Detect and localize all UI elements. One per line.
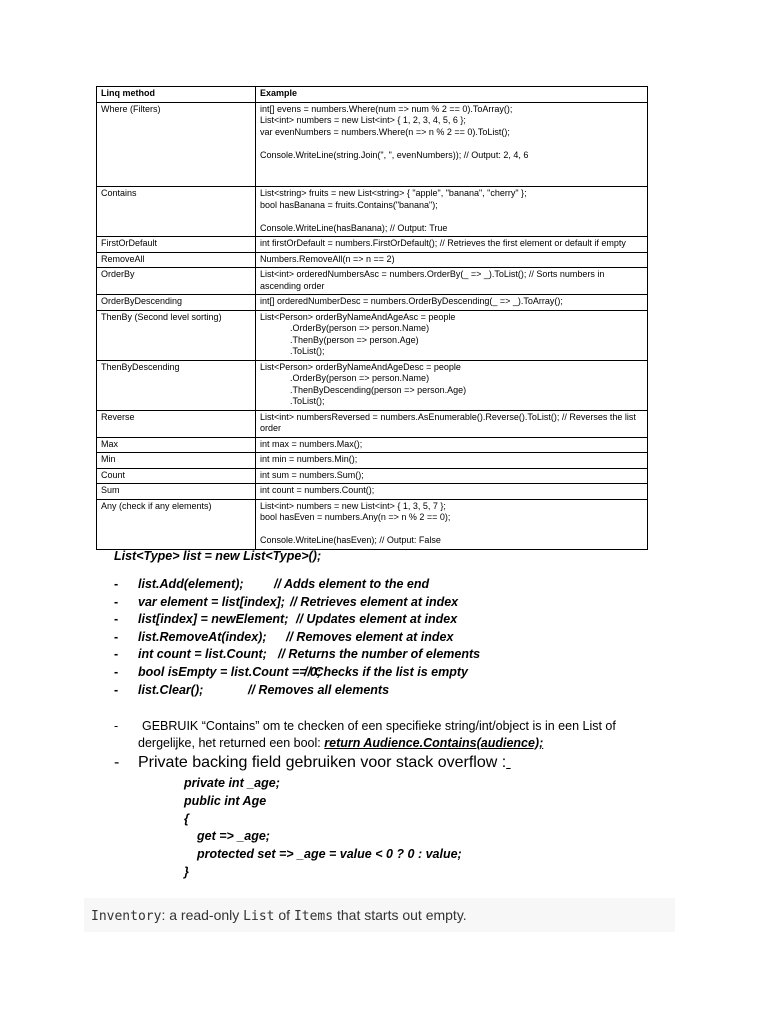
table-row bbox=[97, 499, 648, 549]
column-header-example: Example bbox=[256, 87, 648, 103]
example-cell bbox=[256, 484, 648, 500]
backing-text: Private backing field gebruiken voor stack overflow : bbox=[138, 754, 507, 771]
op-code: list.Clear(); bbox=[138, 682, 204, 697]
method-cell: Max bbox=[97, 437, 256, 453]
op-comment: // Removes all elements bbox=[248, 682, 390, 697]
table-row bbox=[97, 468, 648, 484]
method-cell: Min bbox=[97, 453, 256, 469]
note-text: GEBRUIK “Contains” om te checken of een specifieke string/int/object is in een List of dergelijke, het returned een bool: bbox=[138, 719, 616, 750]
example-line: .OrderBy(person => person.Name) bbox=[290, 373, 430, 383]
example-cell bbox=[256, 252, 648, 268]
method-cell: FirstOrDefault bbox=[97, 237, 256, 253]
example-line: Console.WriteLine(string.Join(", ", evenNumbers)); // Output: 2, 4, 6 bbox=[260, 149, 529, 160]
example-cell bbox=[256, 360, 648, 410]
list-word: List bbox=[243, 909, 275, 924]
method-cell: Reverse bbox=[97, 410, 256, 437]
example-line: int[] orderedNumberDesc = numbers.OrderByDescending(_ => _).ToArray(); bbox=[260, 296, 563, 306]
method-cell: RemoveAll bbox=[97, 252, 256, 268]
inventory-description bbox=[84, 898, 675, 932]
list-item bbox=[114, 576, 674, 594]
op-code: var element = list[index]; bbox=[138, 594, 285, 609]
example-cell bbox=[256, 268, 648, 295]
inventory-text-2: of bbox=[274, 907, 294, 923]
bullet-dash: - bbox=[114, 577, 119, 591]
op-comment: // Checks if the list is empty bbox=[304, 664, 468, 679]
op-code: list[index] = newElement; bbox=[138, 612, 289, 627]
code-line: } bbox=[184, 864, 189, 879]
table-row bbox=[97, 268, 648, 295]
example-line: List<int> orderedNumbersAsc = numbers.OrderBy(_ => _).ToList(); // Sorts numbers in ascending order bbox=[260, 269, 607, 291]
example-line: .OrderBy(person => person.Name) bbox=[290, 323, 430, 333]
backing-field-code bbox=[184, 775, 462, 882]
example-line: List<int> numbersReversed = numbers.AsEnumerable().Reverse().ToList(); // Reverses the list order bbox=[260, 411, 639, 433]
example-line: int firstOrDefault = numbers.FirstOrDefault(); // Retrieves the first element or default if empty bbox=[260, 238, 626, 248]
example-cell bbox=[256, 468, 648, 484]
example-line: bool hasBanana = fruits.Contains("banana"); bbox=[260, 199, 438, 210]
example-line: int sum = numbers.Sum(); bbox=[260, 469, 364, 480]
code-line: public int Age bbox=[184, 793, 267, 808]
note-paragraph bbox=[138, 718, 654, 752]
example-line: .ThenByDescending(person => person.Age) bbox=[290, 384, 467, 395]
op-code: list.Add(element); bbox=[138, 577, 244, 591]
example-line bbox=[260, 161, 643, 173]
example-line: .ThenBy(person => person.Age) bbox=[290, 334, 419, 345]
example-line: List<Person> orderByNameAndAgeAsc = people bbox=[260, 311, 456, 322]
bullet-dash: - bbox=[114, 682, 119, 697]
bullet-dash: - bbox=[114, 647, 119, 662]
table-header-row bbox=[97, 87, 648, 103]
code-line: { bbox=[184, 811, 189, 826]
method-cell: Where (Filters) bbox=[97, 102, 256, 187]
inventory-text-3: that starts out empty. bbox=[333, 907, 467, 923]
contains-note bbox=[114, 718, 654, 752]
example-cell bbox=[256, 187, 648, 237]
op-comment: // Retrieves element at index bbox=[290, 594, 459, 609]
method-cell: Sum bbox=[97, 484, 256, 500]
column-header-method: Linq method bbox=[97, 87, 256, 103]
op-comment: // Returns the number of elements bbox=[278, 647, 481, 662]
table-row bbox=[97, 453, 648, 469]
op-comment: // Adds element to the end bbox=[274, 577, 430, 591]
note-code: return Audience.Contains(audience); bbox=[324, 736, 544, 750]
list-item bbox=[114, 594, 674, 612]
example-cell bbox=[256, 453, 648, 469]
inventory-term: Inventory bbox=[91, 909, 162, 924]
example-line: Console.WriteLine(hasBanana); // Output: True bbox=[260, 222, 448, 233]
items-word: Items bbox=[293, 909, 334, 924]
example-line: List<string> fruits = new List<string> { "apple", "banana", "cherry" }; bbox=[260, 188, 527, 198]
bullet-dash: - bbox=[114, 664, 119, 679]
bullet-dash: - bbox=[114, 612, 119, 627]
example-line bbox=[260, 524, 643, 536]
list-item bbox=[114, 682, 674, 700]
inventory-text-1: : a read-only bbox=[161, 907, 244, 923]
backing-field-heading bbox=[114, 753, 511, 773]
method-cell: Any (check if any elements) bbox=[97, 499, 256, 549]
example-line: int count = numbers.Count(); bbox=[260, 485, 375, 495]
example-line: Numbers.RemoveAll(n => n == 2) bbox=[260, 253, 395, 264]
method-cell: ThenByDescending bbox=[97, 360, 256, 410]
table-row bbox=[97, 252, 648, 268]
code-line: private int _age; bbox=[184, 776, 280, 790]
example-line: int min = numbers.Min(); bbox=[260, 454, 358, 464]
example-line: var evenNumbers = numbers.Where(n => n % 2 == 0).ToList(); bbox=[260, 126, 510, 137]
linq-methods-table bbox=[96, 86, 648, 550]
table-row bbox=[97, 102, 648, 187]
table-row bbox=[97, 187, 648, 237]
example-line: int max = numbers.Max(); bbox=[260, 438, 363, 449]
list-item bbox=[114, 646, 674, 664]
method-cell: ThenBy (Second level sorting) bbox=[97, 310, 256, 360]
table-body bbox=[97, 102, 648, 549]
table-row bbox=[97, 310, 648, 360]
list-item bbox=[114, 664, 674, 682]
table-row bbox=[97, 360, 648, 410]
list-item bbox=[114, 611, 674, 629]
example-cell bbox=[256, 499, 648, 549]
example-cell bbox=[256, 437, 648, 453]
method-cell: OrderBy bbox=[97, 268, 256, 295]
method-cell: OrderByDescending bbox=[97, 295, 256, 311]
example-cell bbox=[256, 295, 648, 311]
method-cell: Count bbox=[97, 468, 256, 484]
table-row bbox=[97, 410, 648, 437]
op-comment: // Removes element at index bbox=[286, 629, 454, 644]
example-line: Console.WriteLine(hasEven); // Output: False bbox=[260, 535, 441, 545]
code-line: get => _age; bbox=[197, 829, 270, 844]
op-code: int count = list.Count; bbox=[138, 647, 267, 662]
example-line bbox=[260, 211, 643, 223]
bullet-dash: - bbox=[114, 594, 119, 609]
table-row bbox=[97, 237, 648, 253]
op-code: bool isEmpty = list.Count == 0; bbox=[138, 664, 322, 679]
trailing-underline-space bbox=[506, 754, 510, 771]
table-row bbox=[97, 295, 648, 311]
code-line: protected set => _age = value < 0 ? 0 : value; bbox=[197, 847, 462, 862]
op-code: list.RemoveAt(index); bbox=[138, 629, 267, 644]
table-row bbox=[97, 484, 648, 500]
example-line bbox=[260, 138, 643, 150]
bullet-dash: - bbox=[114, 629, 119, 644]
list-item bbox=[114, 629, 674, 647]
example-cell bbox=[256, 237, 648, 253]
bullet-dash: - bbox=[114, 754, 120, 771]
bullet-dash: - bbox=[114, 719, 119, 733]
example-cell bbox=[256, 102, 648, 187]
backing-text-wrap bbox=[138, 754, 511, 771]
table-row bbox=[97, 437, 648, 453]
example-cell bbox=[256, 410, 648, 437]
example-line: List<Person> orderByNameAndAgeDesc = people bbox=[260, 361, 461, 372]
method-cell: Contains bbox=[97, 187, 256, 237]
example-cell bbox=[256, 310, 648, 360]
example-line: List<int> numbers = new List<int> { 1, 2, 3, 4, 5, 6 }; bbox=[260, 115, 466, 125]
list-operations bbox=[114, 576, 674, 699]
example-line: .ToList(); bbox=[290, 396, 325, 406]
example-line: bool hasEven = numbers.Any(n => n % 2 == 0); bbox=[260, 512, 451, 522]
example-line bbox=[260, 173, 643, 185]
list-declaration: List<Type> list = new List<Type>(); bbox=[114, 549, 322, 563]
op-comment: // Updates element at index bbox=[296, 612, 458, 627]
example-line: .ToList(); bbox=[290, 346, 325, 356]
example-line: int[] evens = numbers.Where(num => num % 2 == 0).ToArray(); bbox=[260, 103, 513, 114]
example-line: List<int> numbers = new List<int> { 1, 3, 5, 7 }; bbox=[260, 500, 446, 511]
